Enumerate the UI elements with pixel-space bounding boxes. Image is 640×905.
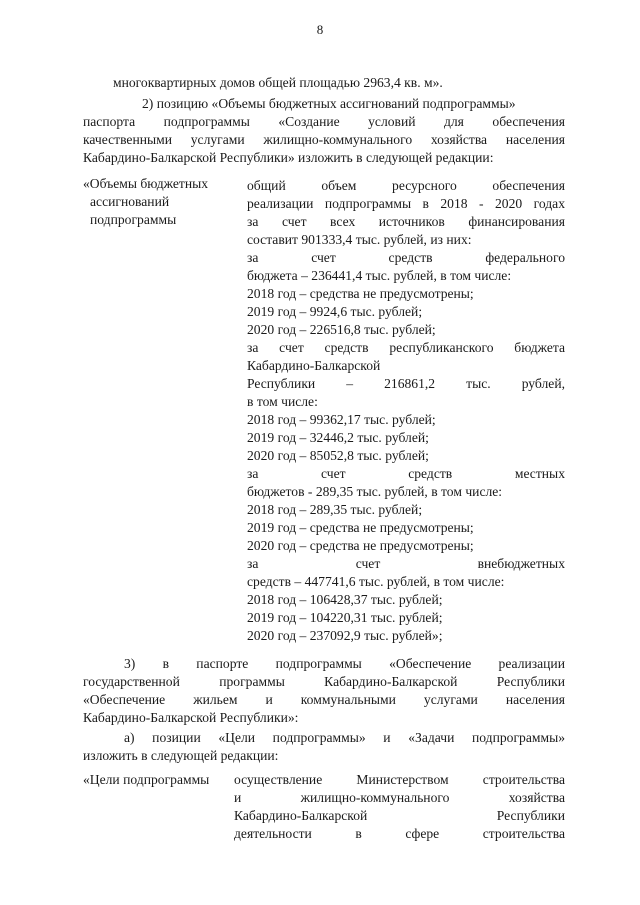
item2-line: 2) позицию «Объемы бюджетных ассигнований подпрограммы» <box>142 96 516 111</box>
budget-value-line: Кабардино-Балкарской <box>247 358 381 373</box>
goals-value-line: деятельности в сфере строительства <box>234 826 565 841</box>
budget-value-line: 2018 год – средства не предусмотрены; <box>247 286 474 301</box>
budget-value-line: 2019 год – 32446,2 тыс. рублей; <box>247 430 429 445</box>
budget-value-line: за счет внебюджетных <box>247 556 565 571</box>
page-number: 8 <box>316 22 324 37</box>
budget-value-line: 2019 год – 9924,6 тыс. рублей; <box>247 304 423 319</box>
budget-label-line: подпрограммы <box>90 212 177 227</box>
budget-value-line: за счет всех источников финансирования <box>247 214 565 229</box>
budget-value-line: общий объем ресурсного обеспечения <box>247 178 565 193</box>
item3a-line: изложить в следующей редакции: <box>83 748 279 763</box>
budget-label-line: ассигнований <box>90 194 170 209</box>
budget-value-line: за счет средств федерального <box>247 250 565 265</box>
budget-value-line: 2018 год – 106428,37 тыс. рублей; <box>247 592 443 607</box>
budget-value-line: составит 901333,4 тыс. рублей, из них: <box>247 232 472 247</box>
goals-value-line: осуществление Министерством строительства <box>234 772 565 787</box>
item3a-line: а) позиции «Цели подпрограммы» и «Задачи подпрограммы» <box>124 730 565 745</box>
budget-value-line: средств – 447741,6 тыс. рублей, в том числе: <box>247 574 505 589</box>
budget-value-line: 2020 год – средства не предусмотрены; <box>247 538 474 553</box>
budget-label-line: «Объемы бюджетных <box>83 176 209 191</box>
budget-value-line: за счет средств местных <box>247 466 565 481</box>
budget-value-line: 2019 год – средства не предусмотрены; <box>247 520 474 535</box>
goals-value-line: и жилищно-коммунального хозяйства <box>234 790 565 805</box>
budget-value-line: в том числе: <box>247 394 318 409</box>
goals-value-line: Кабардино-Балкарской Республики <box>234 808 565 823</box>
intro-line: многоквартирных домов общей площадью 2963,4 кв. м». <box>113 75 443 90</box>
budget-value-line: 2020 год – 85052,8 тыс. рублей; <box>247 448 429 463</box>
budget-value-line: бюджета – 236441,4 тыс. рублей, в том числе: <box>247 268 512 283</box>
goals-label: «Цели подпрограммы <box>83 772 210 787</box>
item3-line: «Обеспечение жильем и коммунальными услугами населения <box>83 692 565 707</box>
budget-value-line: 2018 год – 99362,17 тыс. рублей; <box>247 412 436 427</box>
item3-line: 3) в паспорте подпрограммы «Обеспечение реализации <box>124 656 565 671</box>
item2-line: Кабардино-Балкарской Республики» изложить в следующей редакции: <box>83 150 494 165</box>
budget-value-line: 2020 год – 237092,9 тыс. рублей»; <box>247 628 443 643</box>
budget-value-line: реализации подпрограммы в 2018 - 2020 годах <box>247 196 565 211</box>
budget-value-line: Республики – 216861,2 тыс. рублей, <box>247 376 565 391</box>
budget-value-line: 2019 год – 104220,31 тыс. рублей; <box>247 610 443 625</box>
budget-value-line: бюджетов - 289,35 тыс. рублей, в том числе: <box>247 484 503 499</box>
item3-line: государственной программы Кабардино-Балкарской Республики <box>83 674 565 689</box>
item3-line: Кабардино-Балкарской Республики»: <box>83 710 299 725</box>
budget-value-line: 2020 год – 226516,8 тыс. рублей; <box>247 322 436 337</box>
budget-value-line: за счет средств республиканского бюджета <box>247 340 565 355</box>
item2-line: качественными услугами жилищно-коммунального хозяйства населения <box>83 132 565 147</box>
budget-value-line: 2018 год – 289,35 тыс. рублей; <box>247 502 423 517</box>
item2-line: паспорта подпрограммы «Создание условий для обеспечения <box>83 114 565 129</box>
